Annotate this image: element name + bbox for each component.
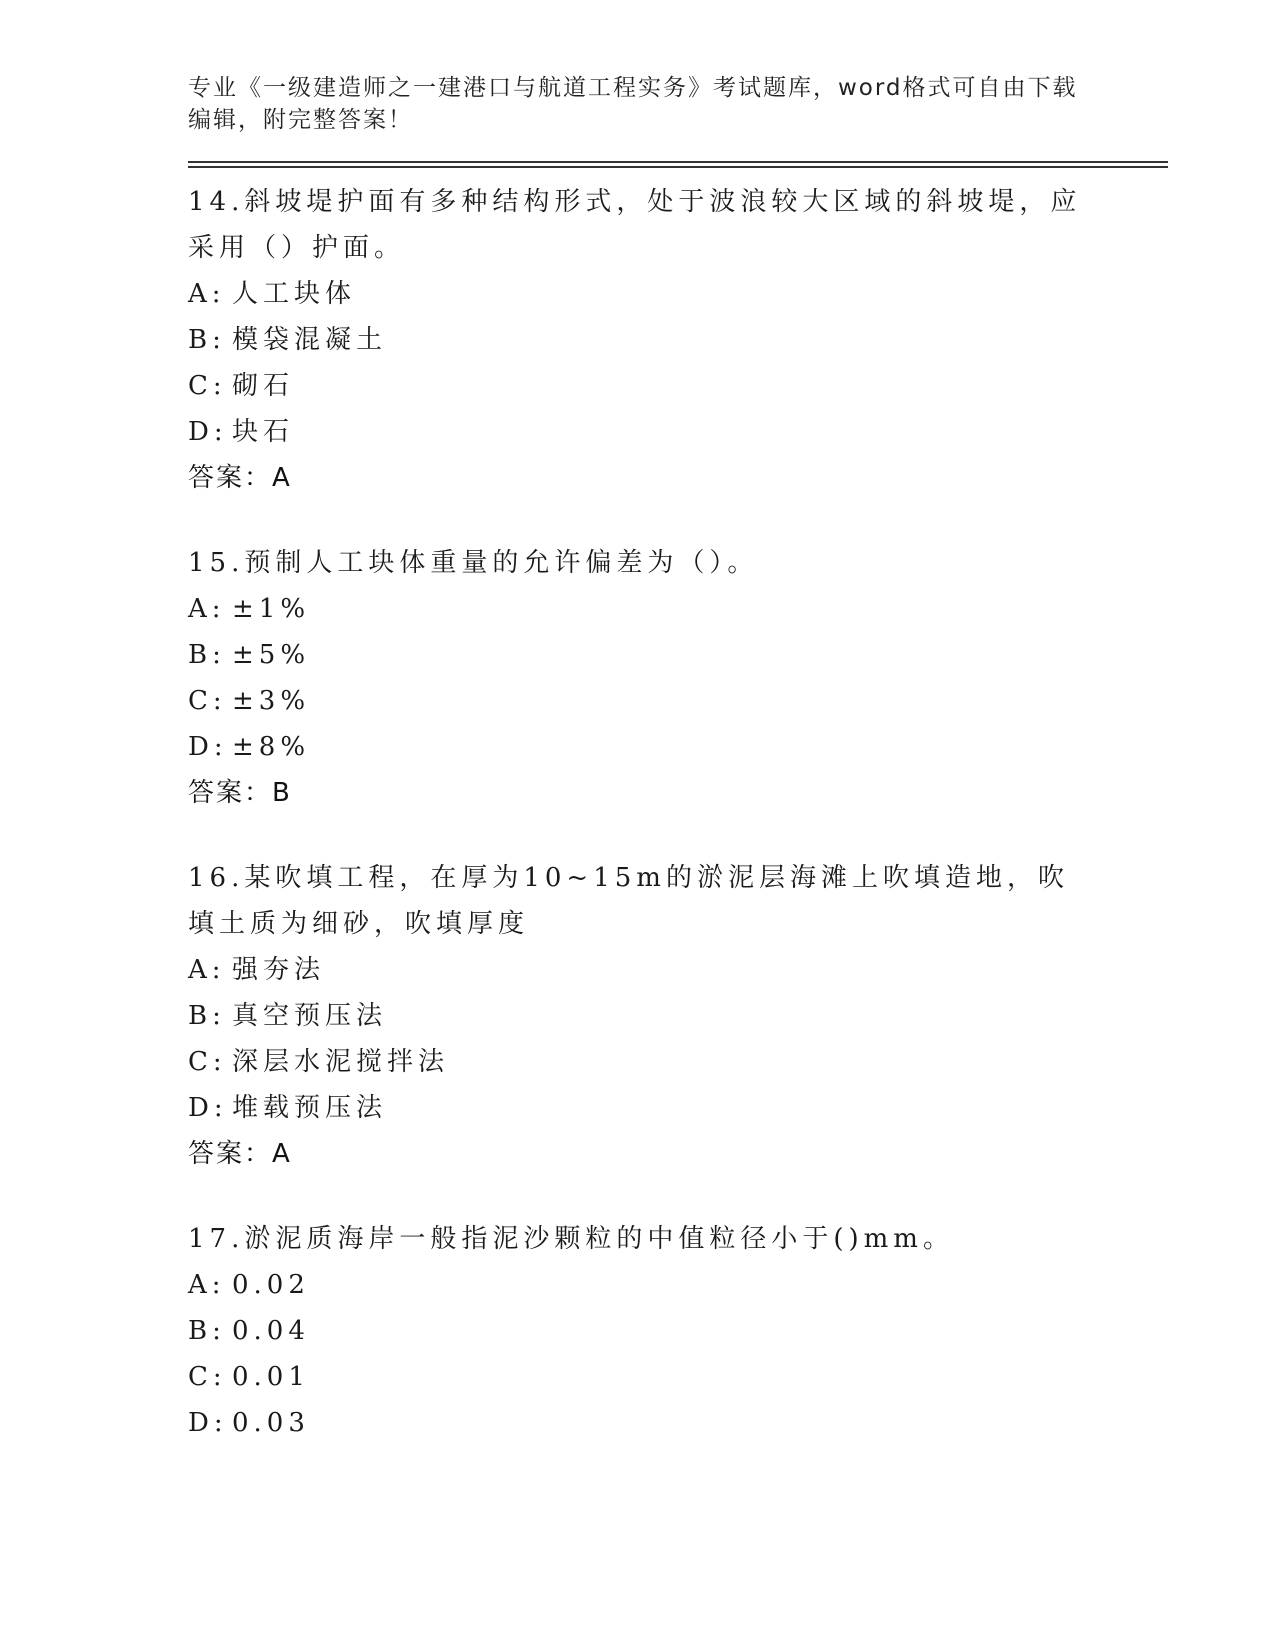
question-text: 14.斜坡堤护面有多种结构形式，处于波浪较大区域的斜坡堤，应采用（）护面。	[188, 187, 1082, 263]
option-text: ±3%	[232, 686, 311, 716]
option-text: 0.04	[232, 1316, 310, 1346]
divider-line-top	[188, 161, 1168, 163]
question-16	[188, 855, 1168, 1177]
option-text: 块石	[232, 417, 295, 447]
header-divider	[188, 161, 1168, 168]
option-letter: D:	[188, 1408, 228, 1438]
option-b	[188, 317, 1168, 363]
option-letter: B:	[188, 640, 226, 670]
option-text: ±5%	[232, 640, 311, 670]
option-b	[188, 993, 1168, 1039]
option-a	[188, 1262, 1168, 1308]
option-b	[188, 632, 1168, 678]
question-17	[188, 1216, 1168, 1446]
option-a	[188, 586, 1168, 632]
divider-line-bottom	[188, 166, 1168, 168]
option-text: 0.01	[232, 1362, 310, 1392]
option-text: 人工块体	[232, 279, 357, 309]
option-c	[188, 1039, 1168, 1085]
question-14	[188, 179, 1168, 501]
option-letter: D:	[188, 417, 228, 447]
option-text: 砌石	[232, 371, 295, 401]
option-letter: C:	[188, 686, 227, 716]
option-letter: B:	[188, 1001, 226, 1031]
option-text: 深层水泥搅拌法	[232, 1047, 450, 1077]
option-letter: B:	[188, 325, 226, 355]
option-c	[188, 363, 1168, 409]
option-letter: A:	[188, 594, 226, 624]
question-15	[188, 540, 1168, 816]
option-d	[188, 724, 1168, 770]
answer-line: 答案：A	[188, 1139, 292, 1169]
option-letter: D:	[188, 732, 228, 762]
option-letter: B:	[188, 1316, 226, 1346]
option-c	[188, 678, 1168, 724]
option-text: 0.03	[232, 1408, 310, 1438]
answer-line: 答案：A	[188, 463, 292, 493]
option-a	[188, 271, 1168, 317]
option-text: 真空预压法	[232, 1001, 388, 1031]
option-d	[188, 409, 1168, 455]
option-letter: A:	[188, 955, 226, 985]
option-letter: D:	[188, 1093, 228, 1123]
option-d	[188, 1400, 1168, 1446]
option-letter: C:	[188, 1047, 227, 1077]
option-letter: A:	[188, 279, 226, 309]
header-note: 专业《一级建造师之一建港口与航道工程实务》考试题库，word格式可自由下载编辑，附完整答案！	[188, 75, 1078, 133]
option-text: 模袋混凝土	[232, 325, 388, 355]
option-a	[188, 947, 1168, 993]
option-text: 堆载预压法	[232, 1093, 388, 1123]
option-letter: C:	[188, 371, 227, 401]
option-text: 强夯法	[232, 955, 326, 985]
option-text: ±1%	[232, 594, 311, 624]
option-d	[188, 1085, 1168, 1131]
option-c	[188, 1354, 1168, 1400]
option-b	[188, 1308, 1168, 1354]
option-letter: C:	[188, 1362, 227, 1392]
question-text: 15.预制人工块体重量的允许偏差为（）。	[188, 548, 759, 578]
question-text: 17.淤泥质海岸一般指泥沙颗粒的中值粒径小于()mm。	[188, 1224, 954, 1254]
answer-line: 答案：B	[188, 778, 292, 808]
option-letter: A:	[188, 1270, 226, 1300]
question-text: 16.某吹填工程，在厚为10~15m的淤泥层海滩上吹填造地，吹填土质为细砂，吹填厚度	[188, 863, 1069, 939]
option-text: ±8%	[232, 732, 311, 762]
document-page	[188, 72, 1168, 1446]
option-text: 0.02	[232, 1270, 310, 1300]
